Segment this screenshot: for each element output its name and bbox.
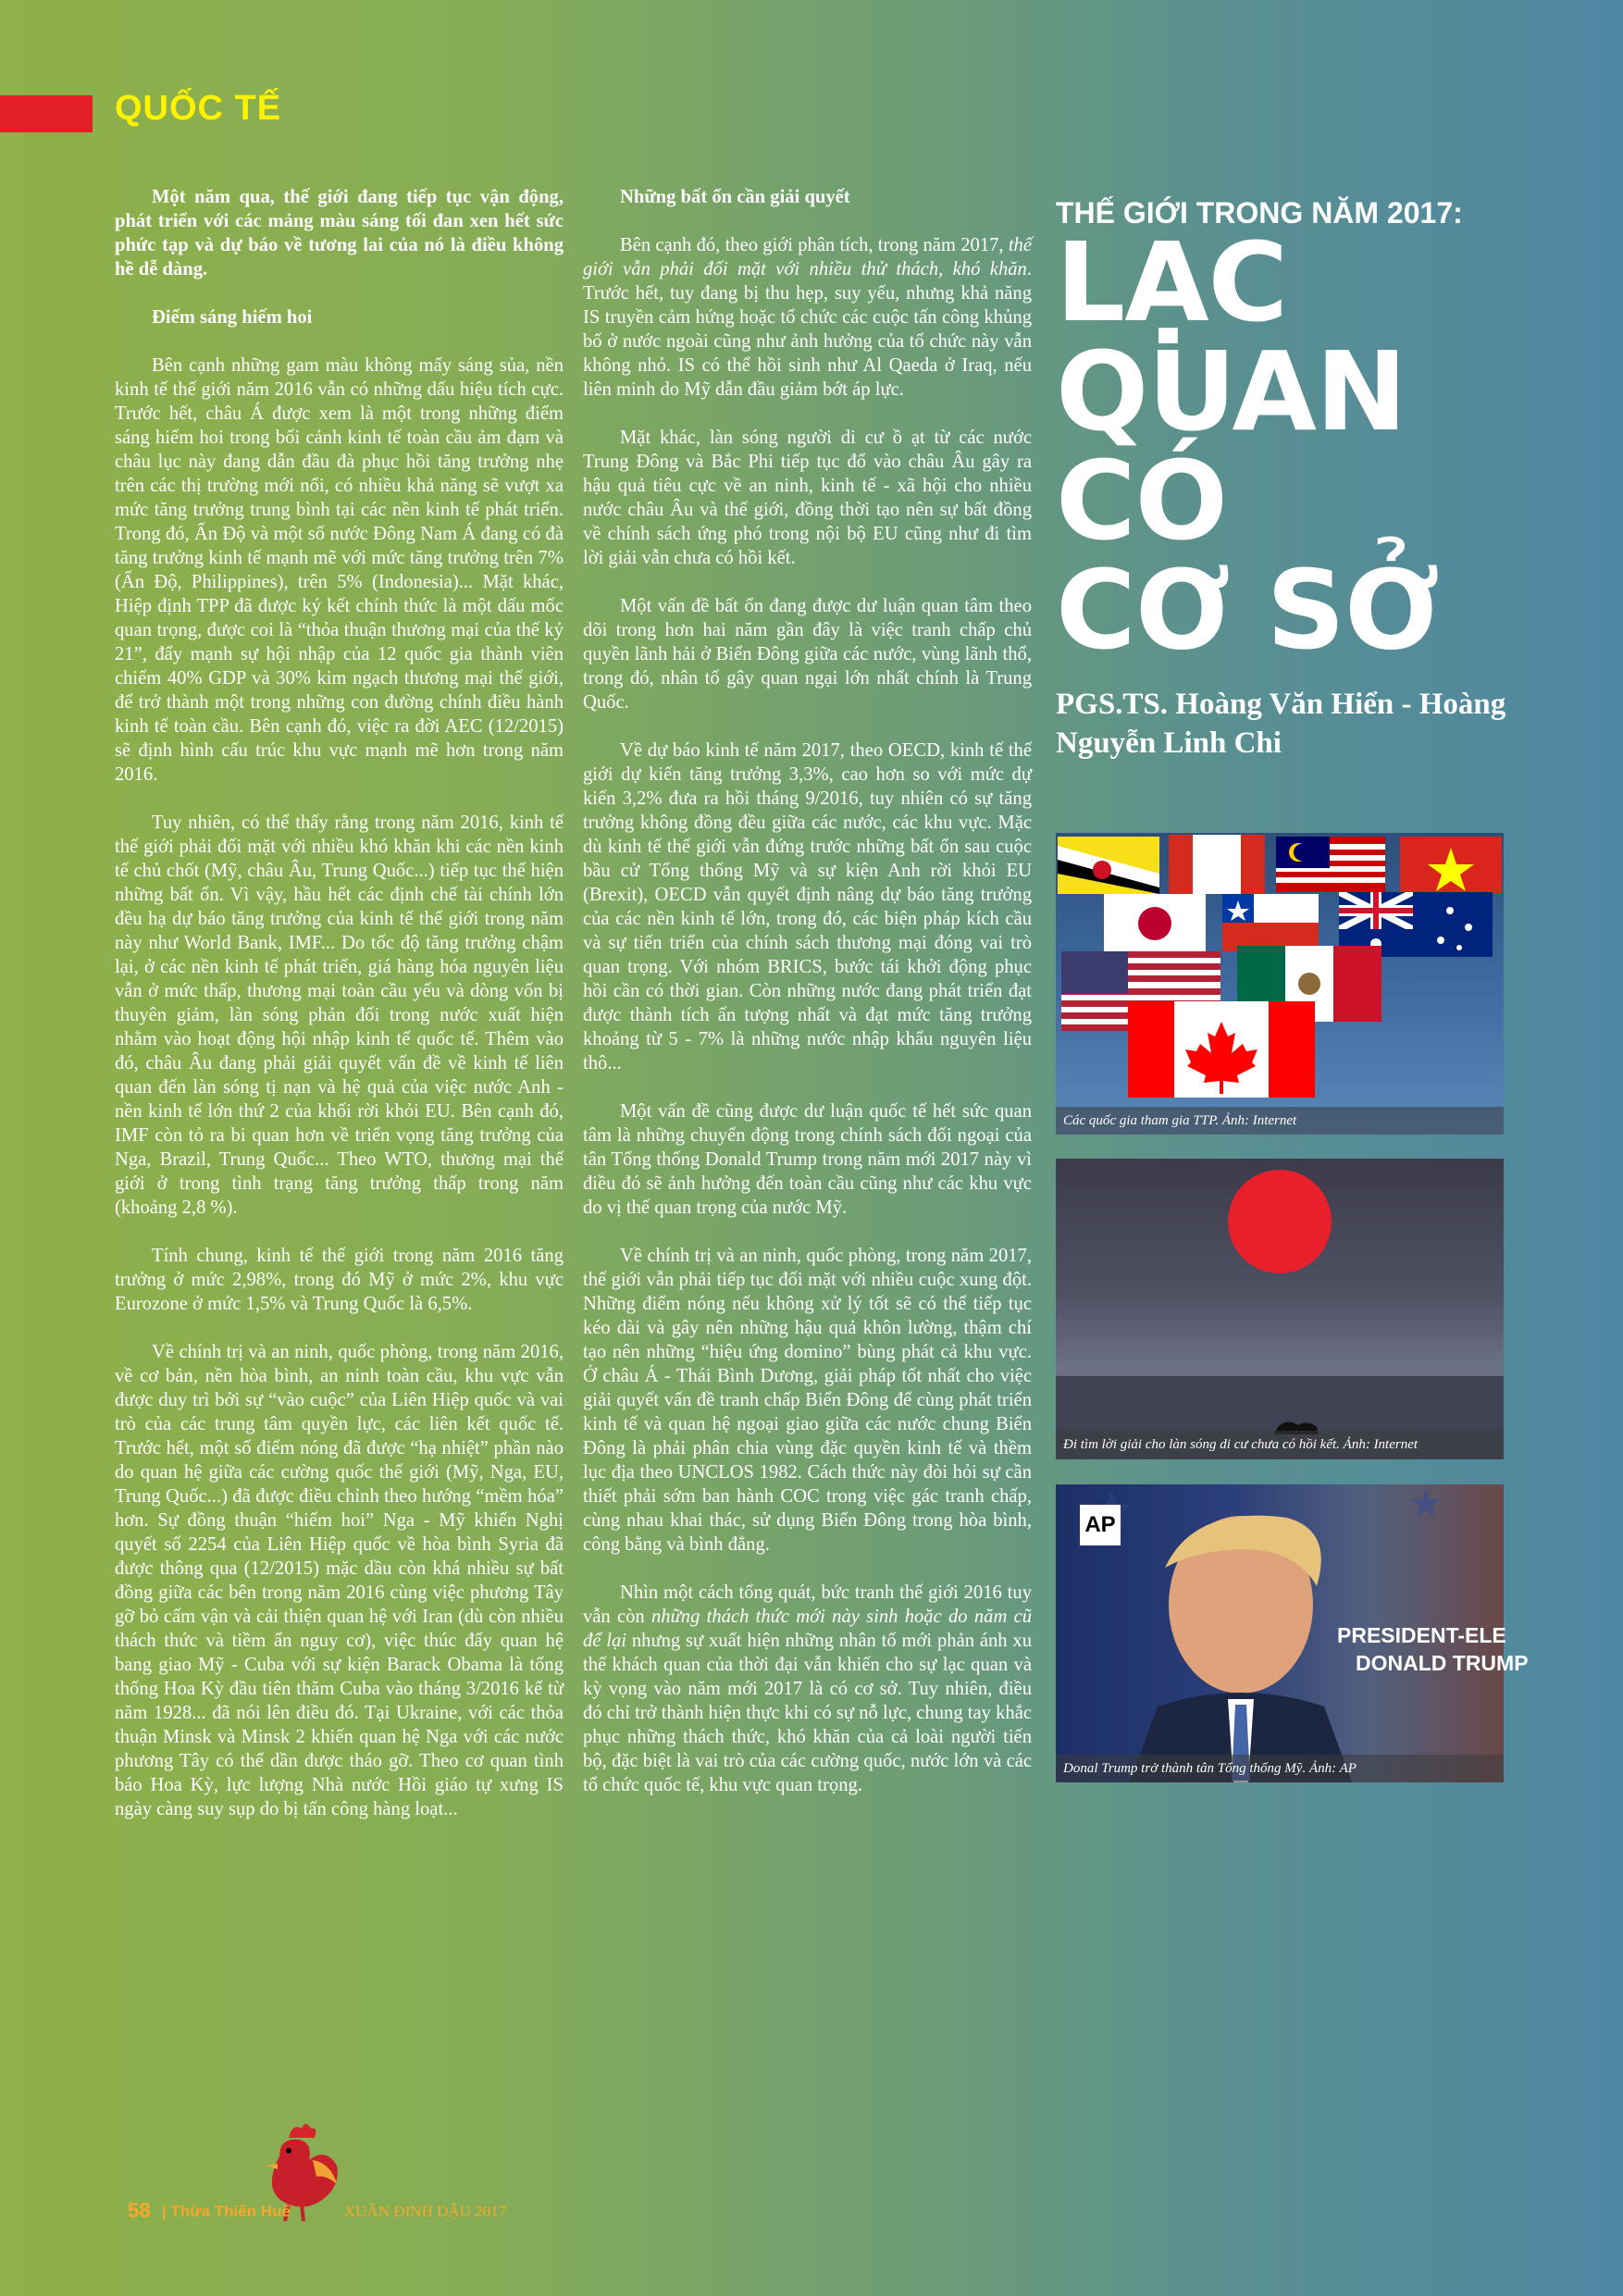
flags-illustration	[1056, 833, 1504, 1135]
issue-label: XUÂN ĐINH DẬU 2017	[344, 2203, 507, 2220]
paragraph: Tính chung, kinh tế thế giới trong năm 2016 tăng trưởng ở mức 2,98%, trong đó Mỹ ở mức 2%, khu vực Eurozone ở mức 1,5% và Trung Quốc là 6,5%.	[115, 1246, 564, 1314]
headline-line: QUAN	[1056, 328, 1406, 455]
paragraph: Mặt khác, làn sóng người di cư ồ ạt từ các nước Trung Đông và Bắc Phi tiếp tục đổ vào châu Âu gây ra hậu quả tiêu cực về an ninh, kinh tế - xã hội cho nhiều nước châu Âu và thế giới, đồng thời tạo nên sự bất đồng về chính sách ứng phó trong nội bộ EU cũng như đi tìm lời giải vẫn chưa có hồi kết.	[583, 428, 1032, 568]
ap-badge: AP	[1080, 1505, 1121, 1545]
article-lead: Một năm qua, thế giới đang tiếp tục vận động, phát triển với các mảng màu sáng tối đan xen hết sức phức tạp và dự báo về tương lai của nó là điều không hề dễ dàng.	[115, 187, 564, 279]
article-column-2	[583, 185, 1032, 1821]
photo-caption: Đi tìm lời giải cho làn sóng di cư chưa có hồi kết. Ảnh: Internet	[1056, 1431, 1504, 1458]
photo-migrant-sunset	[1056, 1159, 1504, 1458]
headline-line: CÓ	[1056, 437, 1227, 565]
paragraph: Bên cạnh đó, theo giới phân tích, trong năm 2017, thế giới vẫn phải đối mặt với nhiều thử thách, khó khăn. Trước hết, tuy đang bị thu hẹp, suy yếu, nhưng khả năng IS truyền cảm hứng hoặc tổ chức các cuộc tấn công khủng bố ở nước ngoài cũng như ảnh hưởng của tổ chức này vẫn không nhỏ. IS có thể hồi sinh như Al Qaeda ở Iraq, nếu liên minh do Mỹ dẫn đầu giảm bớt áp lực.	[583, 235, 1032, 400]
paragraph: Một vấn đề bất ổn đang được dư luận quan tâm theo dõi trong hơn hai năm gần đây là việc tranh chấp chủ quyền lãnh hải ở Biển Đông giữa các nước, vùng lãnh thổ, trong đó, nhân tố gây quan ngại lớn nhất chính là Trung Quốc.	[583, 596, 1032, 713]
paragraph: Tuy nhiên, có thể thấy rằng trong năm 2016, kinh tế thế giới phải đối mặt với nhiều khó khăn khi các nền kinh tế chủ chốt (Mỹ, châu Âu, Trung Quốc...) tiếp tục thể hiện những bất ổn. Vì vậy, hầu hết các định chế tài chính lớn đều hạ dự báo tăng trưởng của kinh tế thế giới trong năm này như World Bank, IMF... Do tốc độ tăng trưởng chậm lại, ở các nền kinh tế phát triển, giá hàng hóa nguyên liệu vẫn ở mức thấp, thương mại toàn cầu yếu và dòng vốn bị thuyên giảm, làn sóng phản đối trong nước xuất hiện nhằm vào hoạt động hội nhập kinh tế quốc tế. Thêm vào đó, châu Âu đang phải giải quyết vấn đề về kinh tế liên quan đến làn sóng tị nạn và hệ quả của việc nước Anh - nền kinh tế lớn thứ 2 của khối rời khỏi EU. Bên cạnh đó, IMF còn tỏ ra bi quan hơn về triển vọng tăng trưởng của Nga, Brazil, Trung Quốc... Theo WTO, thương mại thế giới ở trong tình trạng tăng trưởng thấp trong năm (khoảng 2,8 %).	[115, 813, 564, 1218]
page-number: 58	[128, 2199, 151, 2222]
photo-caption: Các quốc gia tham gia TTP. Ảnh: Internet	[1056, 1107, 1504, 1135]
article-authors: PGS.TS. Hoàng Văn Hiển - Hoàng Nguyễn Linh Chi	[1056, 688, 1506, 760]
sunset-illustration	[1056, 1159, 1504, 1458]
paragraph: Về chính trị và an ninh, quốc phòng, trong năm 2017, thế giới vẫn phải tiếp tục đối mặt với nhiều cuộc xung đột. Những điểm nóng nếu không xử lý tốt sẽ có thể tiếp tục kéo dài và gây nên những hậu quả khôn lường, thậm chí tạo nên những “hiệu ứng domino” bùng phát cả khu vực. Ở châu Á - Thái Bình Dương, giải pháp tốt nhất cho việc giải quyết vấn đề tranh chấp Biển Đông để cùng phát triển kinh tế và quan hệ ngoại giao giữa các nước chung Biển Đông là phải phân chia vùng đặc quyền kinh tế và thềm lục địa theo UNCLOS 1982. Cách thức này đòi hỏi sự cần thiết phải sớm ban hành COC trong việc gác tranh chấp, cùng nhau khai thác, sử dụng Biển Đông trong hòa bình, công bằng và bình đẳng.	[583, 1246, 1032, 1555]
article-column-1	[115, 185, 564, 1845]
article-headline	[1056, 218, 1574, 674]
headline-line: LẠC	[1056, 218, 1288, 346]
magazine-name: | Thừa Thiên Huế	[162, 2203, 291, 2220]
subheading-instabilities: Những bất ổn cần giải quyết	[620, 187, 850, 207]
section-marker-bar	[0, 95, 93, 132]
photo-tpp-flags	[1056, 833, 1504, 1135]
section-label: QUỐC TẾ	[115, 89, 282, 128]
trump-banner-line-1: PRESIDENT-ELE	[1337, 1623, 1506, 1647]
photo-caption: Donal Trump trở thành tân Tổng thống Mỹ. Ảnh: AP	[1056, 1755, 1504, 1782]
paragraph: Nhìn một cách tổng quát, bức tranh thế giới 2016 tuy vẫn còn những thách thức mới này sinh hoặc do năm cũ để lại nhưng sự xuất hiện những nhân tố mới phản ánh xu thế khách quan của thời đại vẫn khiến cho sự lạc quan và kỳ vọng vào năm mới 2017 là có cơ sở. Tuy nhiên, điều đó chỉ trở thành hiện thực khi có sự nỗ lực, chung tay khắc phục những thách thức, khó khăn của cả loài người tiến bộ, đặc biệt là vai trò của các cường quốc, nước lớn và các tổ chức quốc tế, khu vực quan trọng.	[583, 1582, 1033, 1795]
photo-trump	[1056, 1484, 1529, 1782]
trump-banner-line-2: DONALD TRUMP	[1356, 1651, 1529, 1675]
subheading-bright-spots: Điểm sáng hiếm hoi	[152, 307, 313, 328]
article-kicker: THẾ GIỚI TRONG NĂM 2017:	[1056, 196, 1463, 230]
paragraph: Về dự báo kinh tế năm 2017, theo OECD, kinh tế thế giới dự kiến tăng trưởng 3,3%, cao hơn so với mức dự kiến 3,2% đưa ra hồi tháng 9/2016, tuy nhiên có sự tăng trưởng không đồng đều giữa các nước, các khu vực. Mặc dù kinh tế thế giới vẫn đứng trước những bất ổn sau cuộc bầu cử Tổng thống Mỹ và sự kiện Anh rời khỏi EU (Brexit), OECD vẫn quyết định nâng dự báo tăng trưởng của các nền kinh tế lớn, trong đó, các biện pháp kích cầu và sự tiến triển của chính sách thương mại đóng vai trò quan trọng. Với nhóm BRICS, bước tái khởi động phục hồi cần có thời gian. Còn những nước đang phát triển đạt được thành tích ấn tượng nhất và đạt mức tăng trưởng khoảng từ 5 - 7% là những nước nhập khẩu nguyên liệu thô...	[583, 740, 1032, 1074]
paragraph: Về chính trị và an ninh, quốc phòng, trong năm 2016, về cơ bản, nền hòa bình, an ninh toàn cầu, khu vực vẫn được duy trì bởi sự “vào cuộc” của Liên Hiệp quốc và vai trò của các trung tâm quyền lực, các liên kết quốc tế. Trước hết, một số điểm nóng đã được “hạ nhiệt” phần nào do quan hệ giữa các cường quốc thế giới (Mỹ, Nga, EU, Trung Quốc...) đã được điều chỉnh theo hướng “mềm hóa” hơn. Sự đồng thuận “hiếm hoi” Nga - Mỹ khiến Nghị quyết số 2254 của Liên Hiệp quốc về hòa bình Syria đã được thông qua (12/2015) mặc dầu còn khá nhiều sự bất đồng giữa các bên trong năm 2016 cùng việc phương Tây gỡ bỏ cấm vận và cải thiện quan hệ với Iran (dù còn nhiều thách thức và tiềm ẩn nguy cơ), việc thúc đẩy quan hệ bang giao Mỹ - Cuba với sự kiện Barack Obama là tổng thống Hoa Kỳ đầu tiên thăm Cuba vào tháng 3/2016 kể từ năm 1928... đã nói lên điều đó. Tại Ukraine, với các thỏa thuận Minsk và Minsk 2 khiến quan hệ Nga với các nước phương Tây có thể dần được tháo gỡ. Theo cơ quan tình báo Hoa Kỳ, lực lượng Nhà nước Hồi giáo tự xưng IS ngày càng suy sụp do bị tấn công hàng loạt...	[115, 1342, 564, 1819]
paragraph: Một vấn đề cũng được dư luận quốc tế hết sức quan tâm là những chuyển động trong chính sách đối ngoại của tân Tổng thống Donald Trump trong năm mới 2017 này vì điều đó sẽ ảnh hưởng đến toàn cầu cũng như các khu vực do vị thế quan trọng của nước Mỹ.	[583, 1101, 1032, 1218]
paragraph: Bên cạnh những gam màu không mấy sáng sủa, nền kinh tế thế giới năm 2016 vẫn có những dấu hiệu tích cực. Trước hết, châu Á được xem là một trong những điểm sáng hiếm hoi trong bối cảnh kinh tế toàn cầu ảm đạm và châu lục này đang dẫn đầu đà phục hồi tăng trưởng nhẹ trên các thị trường mới nổi, có nhiều khả năng sẽ vượt xa mức tăng trưởng trung bình tại các nền kinh tế phát triển. Trong đó, Ấn Độ và một số nước Đông Nam Á đang có đà tăng trưởng kinh tế mạnh mẽ với mức tăng trưởng trên 7% (Ấn Độ, Philippines), trên 5% (Indonesia)... Mặt khác, Hiệp định TPP đã được ký kết chính thức là một dấu mốc quan trọng, được coi là “thỏa thuận thương mại của thế kỷ 21”, đẩy mạnh sự hội nhập của 12 quốc gia thành viên chiếm 40% GDP và 30% kim ngạch thương mại thế giới, để trở thành một trong những con đường chính điều hành kinh tế toàn cầu. Bên cạnh đó, việc ra đời AEC (12/2015) sẽ định hình cấu trúc khu vực mạnh mẽ hơn trong năm 2016.	[115, 355, 564, 785]
headline-line: CƠ SỞ	[1056, 546, 1439, 674]
